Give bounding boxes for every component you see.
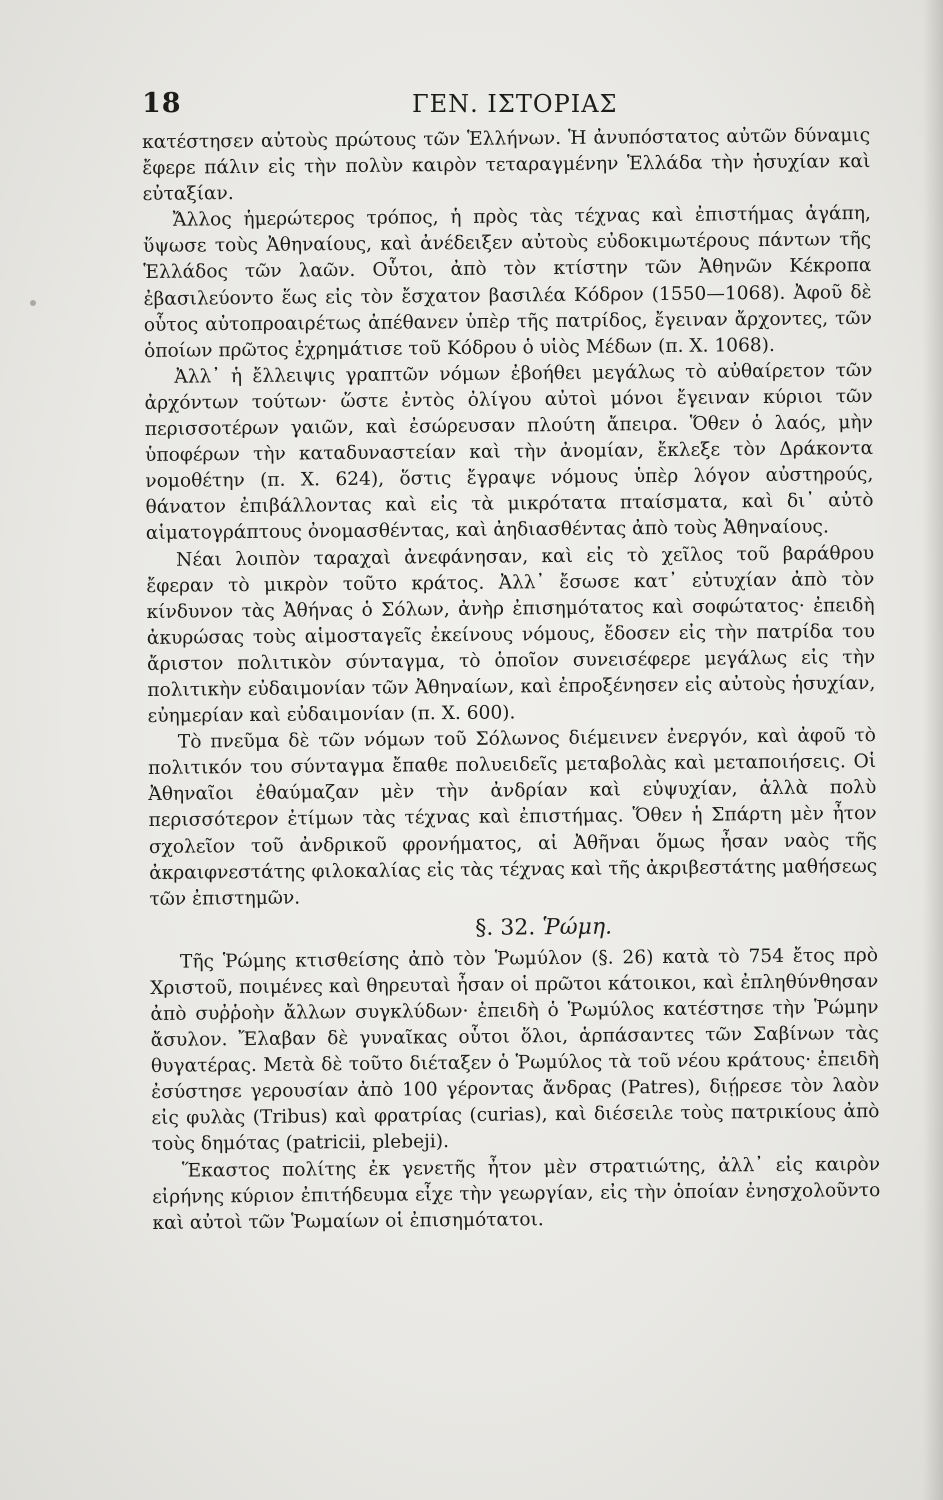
body-text bbox=[142, 123, 881, 1237]
page-header bbox=[142, 88, 884, 124]
paragraph-2: Ἄλλος ἡμερώτερος τρόπος, ἡ πρὸς τὰς τέχνας καὶ ἐπιστήμας ἀγάπη, ὕψωσε τοὺς Ἀθηναίους, καὶ ἀνέδειξεν αὐτοὺς εὐδοκιμωτέρους πάντων τῆς Ἑλλάδος τῶν λαῶν. Οὗτοι, ἀπὸ τὸν κτίστην τῶν Ἀθηνῶν Κέκροπα ἐβασιλεύοντο ἕως εἰς τὸν ἔσχατον βασιλέα Κόδρον (1550—1068). Ἀφοῦ δὲ οὗτος αὐτοπροαιρέτως ἀπέθανεν ὑπὲρ τῆς πατρίδος, ἔγειναν ἄρχοντες, τῶν ὁποίων πρῶτος ἐχρημάτισε τοῦ Κόδρου ὁ υἱὸς Μέδων (π. Χ. 1068). bbox=[143, 203, 872, 362]
section-number: §. 32. bbox=[475, 915, 536, 941]
paragraph-5: Τὸ πνεῦμα δὲ τῶν νόμων τοῦ Σόλωνος διέμεινεν ἐνεργόν, καὶ ἀφοῦ τὸ πολιτικόν του σύνταγμα ἔπαθε πολυειδεῖς μεταβολὰς καὶ μεταποιήσεις. Οἱ Ἀθηναῖοι ἐθαύμαζαν μὲν τὴν ἀνδρίαν καὶ εὐψυχίαν, ἀλλὰ πολὺ περισσότερον ἐτίμων τὰς τέχνας καὶ ἐπιστήμας. Ὅθεν ἡ Σπάρτη μὲν ἦτον σχολεῖον τοῦ ἀνδρικοῦ φρονήματος, αἱ Ἀθῆναι ὅμως ἦσαν ναὸς τῆς ἀκραιφνεστάτης φιλοκαλίας εἰς τὰς τέχνας καὶ τῆς ἀκριβεστάτης μαθήσεως τῶν ἐπιστημῶν. bbox=[148, 725, 878, 910]
paper-spot bbox=[30, 300, 36, 306]
page-number: 18 bbox=[142, 88, 182, 119]
paragraph-7: Ἕκαστος πολίτης ἐκ γενετῆς ἦτον μὲν στρατιώτης, ἀλλ᾽ εἰς καιρὸν εἰρήνης κύριον ἐπιτήδευμα εἶχε τὴν γεωργίαν, εἰς τὴν ὁποίαν ἐνησχολοῦντο καὶ αὐτοὶ τῶν Ῥωμαίων οἱ ἐπισημότατοι. bbox=[152, 1153, 881, 1234]
paragraph-4: Νέαι λοιπὸν ταραχαὶ ἀνεφάνησαν, καὶ εἰς τὸ χεῖλος τοῦ βαράθρου ἔφεραν τὸ μικρὸν τοῦτο κράτος. Ἀλλ᾽ ἔσωσε κατ᾽ εὐτυχίαν ἀπὸ τὸν κίνδυνον τὰς Ἀθήνας ὁ Σόλων, ἀνὴρ ἐπισημότατος καὶ σοφώτατος· ἐπειδὴ ἀκυρώσας τοὺς αἱμοσταγεῖς ἐκείνους νόμους, ἔδοσεν εἰς τὴν πατρίδα του ἄριστον πολιτικὸν σύνταγμα, τὸ ὁποῖον συνεισέφερε μεγάλως εἰς τὴν πολιτικὴν εὐδαιμονίαν τῶν Ἀθηναίων, καὶ ἐπροξένησεν εἰς αὐτοὺς ἡσυχίαν, εὐημερίαν καὶ εὐδαιμονίαν (π. Χ. 600). bbox=[146, 542, 876, 728]
section-heading bbox=[150, 910, 878, 947]
section-title: Ῥώμη. bbox=[542, 914, 613, 941]
paragraph-6: Τῆς Ῥώμης κτισθείσης ἀπὸ τὸν Ῥωμύλον (§. 26) κατὰ τὸ 754 ἔτος πρὸ Χριστοῦ, ποιμένες καὶ θηρευταὶ ἦσαν οἱ πρῶτοι κάτοικοι, καὶ ἐπληθύνθησαν ἀπὸ συῤῥοὴν ἄλλων συγκλύδων· ἐπειδὴ ὁ Ῥωμύλος κατέστησε τὴν Ῥώμην ἄσυλον. Ἔλαβαν δὲ γυναῖκας οὗτοι ὅλοι, ἁρπάσαντες τῶν Σαβίνων τὰς θυγατέρας. Μετὰ δὲ τοῦτο διέταξεν ὁ Ῥωμύλος τὰ τοῦ νέου κράτους· ἐπειδὴ ἐσύστησε γερουσίαν ἀπὸ 100 γέροντας ἄνδρας (Patres), διῄρεσε τὸν λαὸν εἰς φυλὰς (Tribus) καὶ φρατρίας (curias), καὶ διέσειλε τοὺς πατρικίους ἀπὸ τοὺς δημότας (patricii, plebeji). bbox=[150, 944, 880, 1156]
paragraph-1: κατέστησεν αὐτοὺς πρώτους τῶν Ἑλλήνων. Ἡ ἀνυπόστατος αὐτῶν δύναμις ἔφερε πάλιν εἰς τὴν πολὺν καιρὸν τεταραγμένην Ἑλλάδα τὴν ἡσυχίαν καὶ εὐταξίαν. bbox=[142, 125, 871, 206]
paragraph-3: Ἀλλ᾽ ἡ ἔλλειψις γραπτῶν νόμων ἐβοήθει μεγάλως τὸ αὐθαίρετον τῶν ἀρχόντων τούτων· ὥστε ἐντὸς ὀλίγου αὐτοὶ μόνοι ἔγειναν κύριοι τῶν περισσοτέρων γαιῶν, καὶ ἐσώρευσαν πλούτη ἄπειρα. Ὅθεν ὁ λαός, μὴν ὑποφέρων τὴν καταδυναστείαν καὶ τὴν ἀνομίαν, ἔκλεξε τὸν Δράκοντα νομοθέτην (π. Χ. 624), ὅστις ἔγραψε νόμους ὑπὲρ λόγον αὐστηρούς, θάνατον ἐπιβάλλοντας καὶ εἰς τὰ μικρότατα πταίσματα, καὶ δι᾽ αὐτὸ αἱματογράπτους ὀνομασθέντας, καὶ ἀηδιασθέντας ἀπὸ τοὺς Ἀθηναίους. bbox=[144, 359, 874, 545]
running-head: ΓΕΝ. ΙΣΤΟΡΙΑΣ bbox=[412, 90, 618, 118]
page-edge-shadow bbox=[923, 0, 943, 1500]
